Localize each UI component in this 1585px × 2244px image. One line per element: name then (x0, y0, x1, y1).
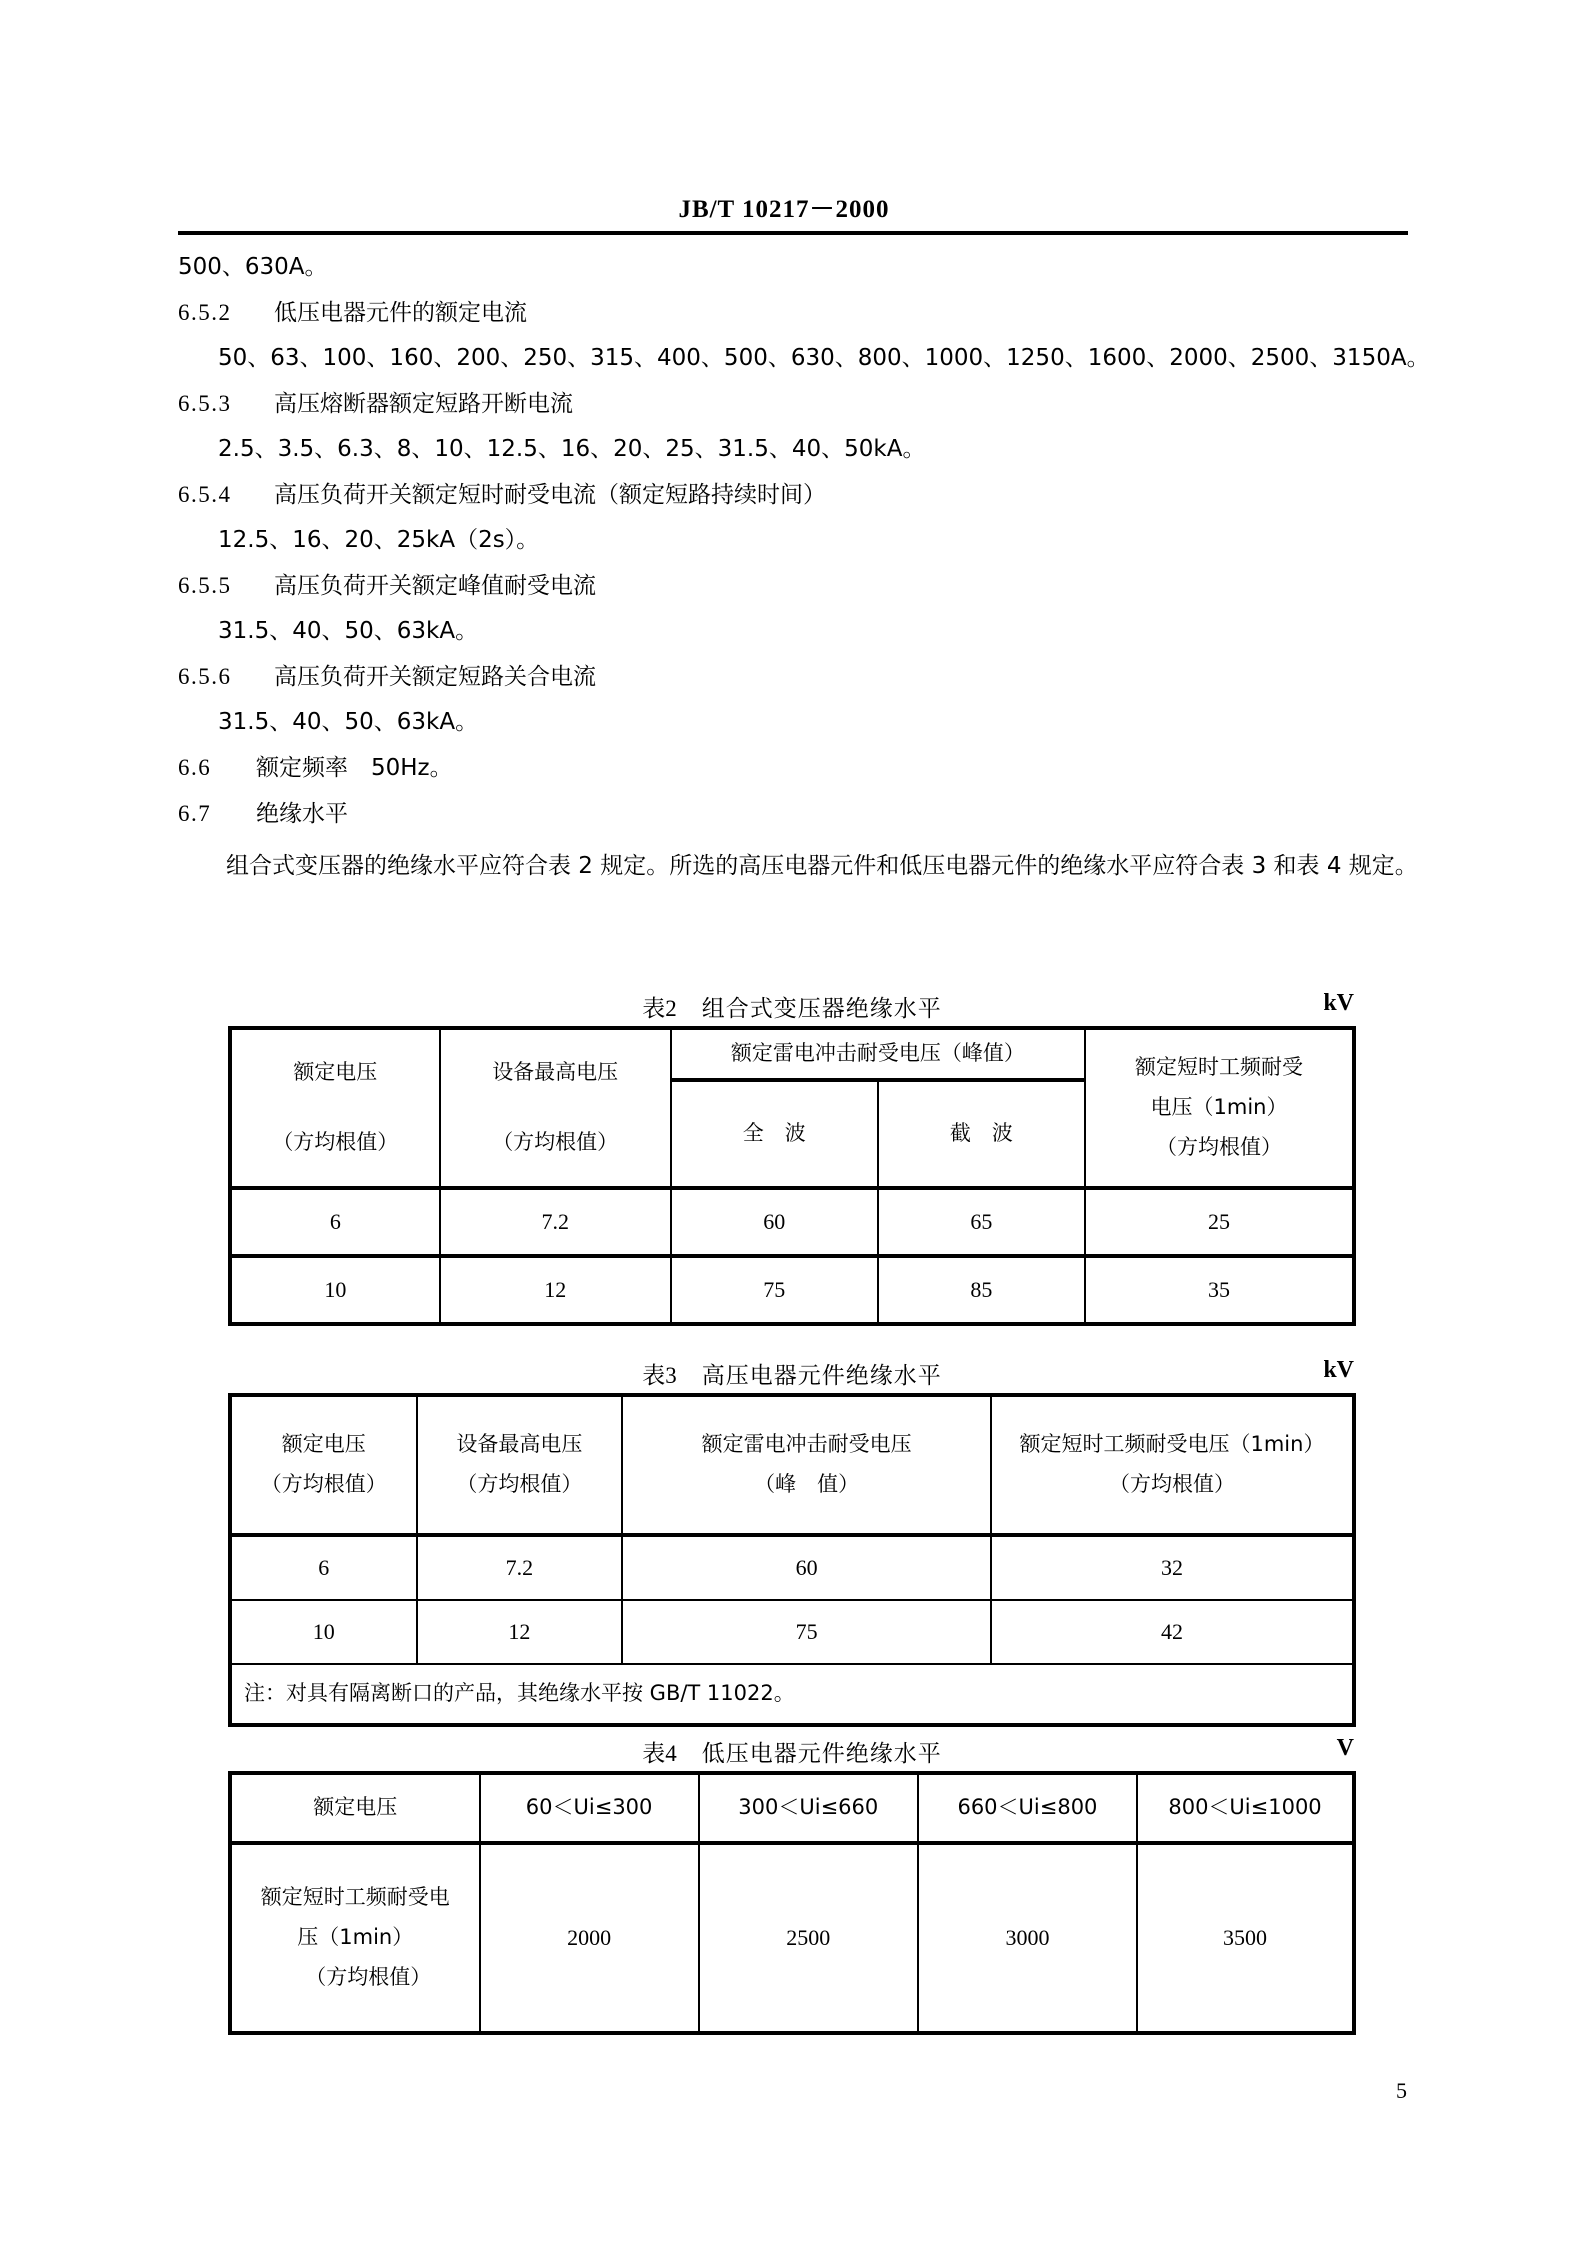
table2-caption-title: 组合式变压器绝缘水平 (701, 996, 942, 1022)
table3-r2-c2: 12 (417, 1600, 623, 1664)
table2 (228, 1026, 1356, 1326)
table-row (230, 1535, 1354, 1600)
header-line-1: 额定雷电冲击耐受电压 (701, 1432, 912, 1457)
clause-6-5-5-values: 31.5、40、50、63kA。 (218, 618, 479, 644)
clause-title: 绝缘水平 (256, 801, 348, 827)
table3-r2-c4: 42 (991, 1600, 1354, 1664)
table4-block (228, 1735, 1356, 2035)
table2-header-chopped-wave: 截 波 (878, 1080, 1085, 1188)
clause-number: 6.5.2 (178, 300, 232, 325)
clause-6-5-6 (178, 665, 1418, 689)
table3-caption-text (228, 1357, 1356, 1390)
table2-header-row-1 (230, 1028, 1354, 1080)
table3-block (228, 1357, 1356, 1727)
header-line-2: （方均根值） (272, 1129, 399, 1154)
clause-6-7 (178, 802, 1418, 826)
table2-unit: kV (1323, 990, 1354, 1016)
table3-header-lightning-impulse (622, 1395, 991, 1535)
clause-title: 高压负荷开关额定峰值耐受电流 (274, 573, 596, 599)
clause-6-5-2-values: 50、63、100、160、200、250、315、400、500、630、800、1000、1250、1600、2000、2500、3150A。 (218, 345, 1430, 371)
table4-caption-title: 低压电器元件绝缘水平 (701, 1741, 942, 1767)
table3-r1-c3: 60 (622, 1535, 991, 1600)
clause-number: 6.7 (178, 801, 212, 826)
table-row (230, 1600, 1354, 1664)
clause-title: 额定频率 50Hz。 (256, 755, 453, 781)
table3-caption-title: 高压电器元件绝缘水平 (701, 1363, 942, 1389)
table4-header-range-1: 60＜Ui≤300 (480, 1773, 699, 1843)
table-row (230, 1843, 1354, 2033)
table4-caption-number: 表4 (642, 1741, 677, 1766)
clause-title: 低压电器元件的额定电流 (274, 300, 527, 326)
table3-note: 注：对具有隔离断口的产品，其绝缘水平按 GB/T 11022。 (230, 1664, 1354, 1725)
table3-r1-c4: 32 (991, 1535, 1354, 1600)
table2-header-full-wave: 全 波 (671, 1080, 878, 1188)
table4-header-range-3: 660＜Ui≤800 (918, 1773, 1137, 1843)
header-line-3: （方均根值） (1155, 1134, 1282, 1159)
clause-6-5-4-values: 12.5、16、20、25kA（2s）。 (218, 527, 540, 553)
clause-6-5-3-values: 2.5、3.5、6.3、8、10、12.5、16、20、25、31.5、40、50kA。 (218, 436, 926, 462)
table2-r2-c1: 10 (230, 1256, 440, 1324)
table2-header-max-equipment-voltage (440, 1028, 671, 1188)
table2-header-lightning-impulse-group: 额定雷电冲击耐受电压（峰值） (671, 1028, 1085, 1080)
table2-r1-c4: 65 (878, 1188, 1085, 1256)
table2-header-rated-voltage (230, 1028, 440, 1188)
table2-block (228, 990, 1356, 1326)
clause-6-5-6-values: 31.5、40、50、63kA。 (218, 709, 479, 735)
row-label-line-1: 额定短时工频耐受电 (260, 1885, 450, 1910)
header-line-2: （峰 值） (754, 1472, 860, 1496)
continued-values-line: 500、630A。 (178, 254, 328, 280)
table4-row-label (230, 1843, 480, 2033)
table3-caption (228, 1357, 1356, 1393)
table3-caption-number: 表3 (642, 1363, 677, 1388)
table2-caption-text (228, 990, 1356, 1023)
table4-value-2: 2500 (699, 1843, 918, 2033)
insulation-level-paragraph: 组合式变压器的绝缘水平应符合表 2 规定。所选的高压电器元件和低压电器元件的绝缘水平应符合表 3 和表 4 规定。 (226, 853, 1418, 879)
table3-header-rated-voltage (230, 1395, 417, 1535)
header-line-1: 设备最高电压 (492, 1060, 619, 1085)
clause-number: 6.5.4 (178, 482, 232, 507)
table2-r2-c5: 35 (1085, 1256, 1354, 1324)
table4 (228, 1771, 1356, 2035)
document-body (178, 254, 1430, 907)
table2-r2-c4: 85 (878, 1256, 1085, 1324)
table4-caption-text (228, 1735, 1356, 1768)
clause-number: 6.6 (178, 755, 212, 780)
table4-value-1: 2000 (480, 1843, 699, 2033)
header-line-1: 额定短时工频耐受 (1134, 1055, 1303, 1080)
row-label-line-2: 压（1min） (297, 1925, 414, 1950)
header-line-2: 电压（1min） (1150, 1095, 1288, 1119)
table2-r1-c1: 6 (230, 1188, 440, 1256)
clause-6-5-5 (178, 574, 1418, 598)
table2-header-power-frequency (1085, 1028, 1354, 1188)
header-line-2: （方均根值） (456, 1472, 583, 1496)
clause-6-6 (178, 756, 1418, 780)
table4-value-3: 3000 (918, 1843, 1137, 2033)
table4-header-rated-voltage: 额定电压 (230, 1773, 480, 1843)
table4-header-range-4: 800＜Ui≤1000 (1137, 1773, 1354, 1843)
clause-number: 6.5.5 (178, 573, 232, 598)
table3 (228, 1393, 1356, 1727)
clause-6-5-3 (178, 392, 1418, 416)
table3-unit: kV (1323, 1357, 1354, 1383)
clause-number: 6.5.3 (178, 391, 232, 416)
table3-header-row (230, 1395, 1354, 1535)
clause-title: 高压熔断器额定短路开断电流 (274, 391, 573, 417)
table2-r2-c3: 75 (671, 1256, 878, 1324)
table2-r1-c5: 25 (1085, 1188, 1354, 1256)
table-row (230, 1256, 1354, 1324)
table3-header-max-equipment-voltage (417, 1395, 623, 1535)
table3-header-power-frequency (991, 1395, 1354, 1535)
header-line-1: 额定电压 (293, 1060, 378, 1085)
table3-r1-c1: 6 (230, 1535, 417, 1600)
header-rule (178, 231, 1408, 235)
table-row (230, 1188, 1354, 1256)
header-line-2: （方均根值） (1108, 1472, 1235, 1496)
clause-title: 高压负荷开关额定短路关合电流 (274, 664, 596, 690)
clause-number: 6.5.6 (178, 664, 232, 689)
table3-r1-c2: 7.2 (417, 1535, 623, 1600)
standard-number: JB/T 10217－2000 (678, 196, 890, 223)
table2-r2-c2: 12 (440, 1256, 671, 1324)
header-line-1: 额定电压 (281, 1432, 366, 1457)
table4-value-4: 3500 (1137, 1843, 1354, 2033)
row-label-line-3: （方均根值） (305, 1964, 432, 1989)
table2-caption (228, 990, 1356, 1026)
clause-6-5-2 (178, 301, 1418, 325)
clause-6-5-4 (178, 483, 1418, 507)
table3-r2-c3: 75 (622, 1600, 991, 1664)
header-line-1: 额定短时工频耐受电压（1min） (1019, 1432, 1325, 1457)
table2-caption-number: 表2 (642, 996, 677, 1021)
page-number: 5 (1396, 2078, 1407, 2103)
table3-r2-c1: 10 (230, 1600, 417, 1664)
clause-title: 高压负荷开关额定短时耐受电流（额定短路持续时间） (274, 482, 826, 508)
table2-r1-c3: 60 (671, 1188, 878, 1256)
header-line-1: 设备最高电压 (456, 1432, 583, 1457)
header-line-2: （方均根值） (260, 1472, 387, 1496)
table4-header-row (230, 1773, 1354, 1843)
table2-r1-c2: 7.2 (440, 1188, 671, 1256)
page-header (178, 196, 1408, 235)
table4-unit: V (1336, 1735, 1354, 1761)
header-line-2: （方均根值） (492, 1129, 619, 1154)
table4-caption (228, 1735, 1356, 1771)
table3-note-row (230, 1664, 1354, 1725)
table4-header-range-2: 300＜Ui≤660 (699, 1773, 918, 1843)
